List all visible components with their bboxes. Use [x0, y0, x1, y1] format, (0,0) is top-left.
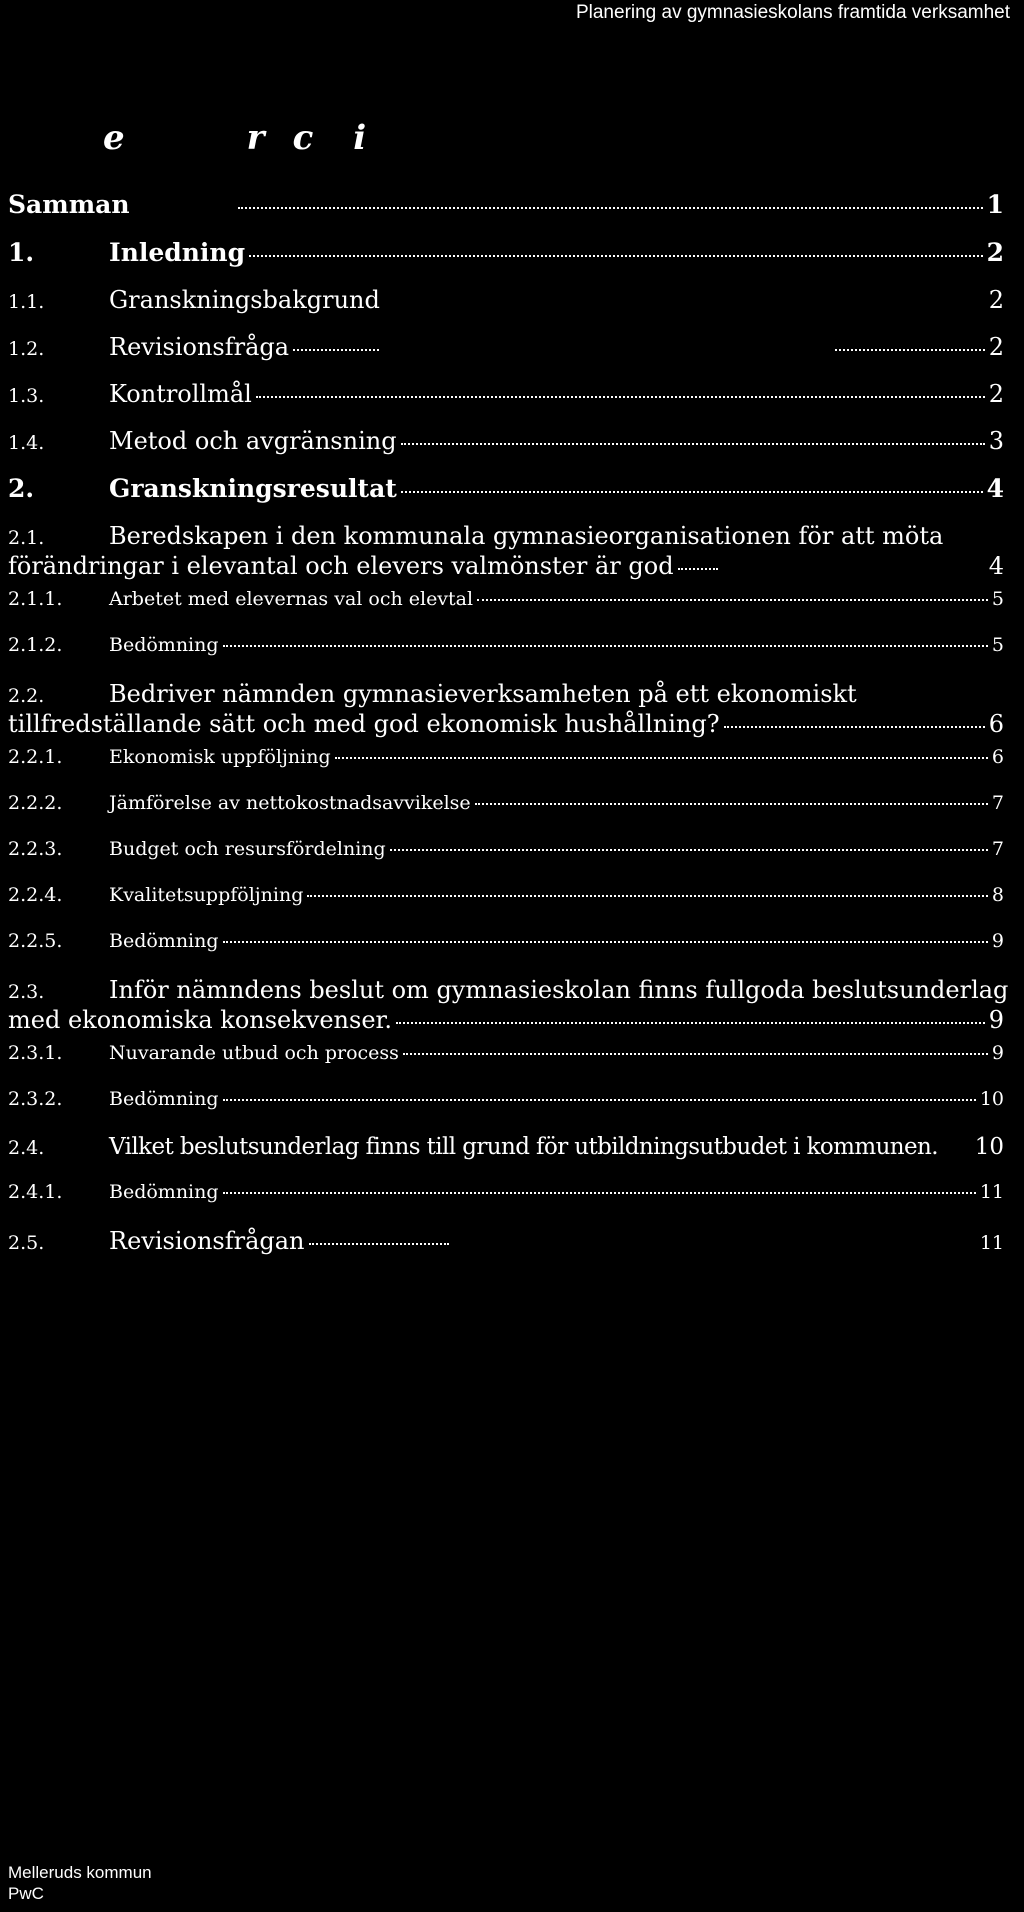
toc-entry-title: Arbetet med elevernas val och elevtal [109, 588, 474, 610]
toc-leader-dots [335, 757, 988, 759]
toc-entry-page: 6 [988, 710, 1004, 738]
toc-entry-number: 1.2. [8, 338, 45, 360]
toc-entry-number: 2.2.2. [8, 792, 63, 814]
page-footer [8, 1862, 152, 1904]
toc-entry-page: 4 [988, 552, 1004, 580]
toc-leader-dots [401, 443, 985, 445]
toc-entry-number: 2.5. [8, 1232, 45, 1254]
toc-entry-page: 8 [991, 884, 1004, 906]
toc-entry-number: 2.1.1. [8, 588, 63, 610]
toc-entry-granskningsresultat[interactable] [8, 474, 1004, 522]
toc-entry-page: 2 [988, 333, 1004, 361]
footer-company: PwC [8, 1884, 44, 1903]
heading-letter: c [292, 118, 314, 158]
toc-entry-granskningsbakgrund[interactable] [8, 286, 1004, 333]
toc-entry-page: 7 [991, 838, 1004, 860]
toc-entry-title: Bedömning [109, 1181, 219, 1203]
toc-entry-title-continued: med ekonomiska konsekvenser. [8, 1006, 392, 1034]
toc-entry-page: 5 [991, 588, 1004, 610]
toc-entry-budget[interactable] [8, 838, 1004, 884]
toc-leader-dots [724, 726, 985, 728]
toc-entry-revisionsfragan[interactable] [8, 1227, 1004, 1274]
heading-letter: r [246, 118, 265, 158]
toc-entry-page: 2 [988, 286, 1004, 314]
toc-entry-page: 11 [979, 1232, 1004, 1254]
toc-entry-page: 11 [979, 1181, 1004, 1203]
running-header: Planering av gymnasieskolans framtida verksamhet [575, 2, 1010, 23]
toc-entry-ekonomisk-uppfoljning[interactable] [8, 746, 1004, 792]
toc-leader-dots [401, 491, 983, 493]
toc-entry-title: Bedömning [109, 930, 219, 952]
toc-leader-dots [396, 1022, 985, 1024]
toc-entry-infor[interactable] [8, 976, 1009, 1034]
toc-entry-title: Granskningsbakgrund [109, 286, 380, 314]
toc-entry-title: Inledning [109, 238, 246, 267]
toc-entry-title: Metod och avgränsning [109, 427, 397, 455]
toc-entry-title: Revisionsfråga [109, 333, 290, 361]
toc-entry-kvalitetsuppfoljning[interactable] [8, 884, 1004, 930]
toc-entry-inledning[interactable] [8, 238, 1004, 286]
toc-leader-dots [403, 1053, 988, 1055]
toc-leader-dots [238, 207, 983, 209]
toc-entry-title: Kontrollmål [109, 380, 252, 408]
toc-leader-dots [223, 645, 988, 647]
toc-entry-title: Bedömning [109, 1088, 219, 1110]
toc-entry-page: 10 [974, 1134, 1004, 1160]
toc-entry-bedomning-225[interactable] [8, 930, 1004, 976]
toc-entry-vilket[interactable] [8, 1134, 1004, 1181]
toc-entry-page: 1 [986, 190, 1004, 219]
toc-entry-number: 1.1. [8, 291, 45, 313]
toc-entry-revisionsfraga[interactable] [8, 333, 1004, 380]
toc-entry-title: Nuvarande utbud och process [109, 1042, 399, 1064]
toc-entry-title: Bedriver nämnden gymnasieverksamheten på ett ekonomiskt [109, 680, 857, 708]
toc-entry-page: 10 [979, 1088, 1004, 1110]
toc-entry-bedriver[interactable] [8, 680, 1004, 738]
toc-heading-fragment [103, 118, 366, 158]
toc-entry-number: 1. [8, 238, 35, 267]
toc-leader-dots [249, 255, 983, 257]
toc-entry-page: 2 [988, 380, 1004, 408]
toc-leader-dots [223, 941, 988, 943]
toc-entry-number: 2. [8, 474, 35, 503]
toc-entry-summary[interactable] [8, 190, 1004, 238]
footer-organization: Melleruds kommun [8, 1863, 152, 1882]
toc-entry-bedomning-241[interactable] [8, 1181, 1004, 1227]
toc-entry-number: 2.3.2. [8, 1088, 63, 1110]
toc-leader-dots [678, 568, 718, 570]
toc-leader-dots [477, 599, 988, 601]
toc-entry-metod[interactable] [8, 427, 1004, 474]
toc-entry-title: Beredskapen i den kommunala gymnasieorganisationen för att möta [109, 522, 944, 550]
toc-leader-dots [293, 349, 379, 351]
toc-leader-dots [309, 1243, 449, 1245]
toc-entry-title: Kvalitetsuppföljning [109, 884, 304, 906]
toc-entry-arbetet[interactable] [8, 588, 1004, 634]
toc-entry-title: Samman [8, 190, 130, 219]
toc-leader-dots [307, 895, 988, 897]
toc-entry-page: 6 [991, 746, 1004, 768]
toc-entry-page: 7 [991, 792, 1004, 814]
toc-entry-number: 2.3. [8, 981, 45, 1003]
toc-entry-title-continued: förändringar i elevantal och elevers valmönster är god [8, 552, 674, 580]
toc-entry-number: 2.2. [8, 685, 45, 707]
toc-entry-number: 2.4. [8, 1137, 45, 1159]
toc-entry-number: 2.3.1. [8, 1042, 63, 1064]
toc-leader-dots [223, 1099, 976, 1101]
toc-entry-title-continued: tillfredställande sätt och med god ekonomisk hushållning? [8, 710, 720, 738]
toc-entry-number: 2.4.1. [8, 1181, 63, 1203]
toc-entry-jamforelse[interactable] [8, 792, 1004, 838]
toc-entry-number: 2.1.2. [8, 634, 63, 656]
toc-entry-number: 2.1. [8, 527, 45, 549]
toc-entry-title: Granskningsresultat [109, 474, 397, 503]
toc-entry-number: 1.3. [8, 385, 45, 407]
heading-letter: e [103, 118, 125, 158]
toc-entry-title: Budget och resursfördelning [109, 838, 386, 860]
toc-entry-page: 9 [988, 1006, 1004, 1034]
toc-entry-page: 9 [991, 1042, 1004, 1064]
toc-entry-number: 2.2.1. [8, 746, 63, 768]
toc-entry-bedomning-212[interactable] [8, 634, 1004, 680]
toc-leader-dots [223, 1192, 976, 1194]
toc-entry-page: 2 [986, 238, 1004, 267]
toc-entry-title: Bedömning [109, 634, 219, 656]
toc-entry-title: Vilket beslutsunderlag finns till grund för utbildningsutbudet i kommunen. [109, 1134, 938, 1160]
toc-entry-title: Jämförelse av nettokostnadsavvikelse [109, 792, 471, 814]
toc-entry-bedomning-232[interactable] [8, 1088, 1004, 1134]
toc-entry-title: Revisionsfrågan [109, 1227, 305, 1255]
toc-entry-number: 2.2.4. [8, 884, 63, 906]
toc-entry-kontrollmal[interactable] [8, 380, 1004, 427]
toc-entry-title: Inför nämndens beslut om gymnasieskolan finns fullgoda beslutsunderlag [109, 976, 1009, 1004]
toc-entry-title: Ekonomisk uppföljning [109, 746, 331, 768]
toc-entry-beredskapen[interactable] [8, 522, 1004, 580]
heading-letter: i [353, 118, 367, 158]
toc-leader-dots [475, 803, 988, 805]
toc-entry-number: 2.2.5. [8, 930, 63, 952]
table-of-contents [8, 190, 1009, 1274]
toc-entry-page: 4 [986, 474, 1004, 503]
toc-entry-page: 9 [991, 930, 1004, 952]
toc-leader-dots [835, 349, 985, 351]
toc-entry-page: 3 [988, 427, 1004, 455]
toc-entry-number: 1.4. [8, 432, 45, 454]
toc-leader-dots [390, 849, 988, 851]
toc-entry-page: 5 [991, 634, 1004, 656]
toc-entry-nuvarande[interactable] [8, 1042, 1004, 1088]
toc-entry-number: 2.2.3. [8, 838, 63, 860]
toc-leader-dots [256, 396, 985, 398]
